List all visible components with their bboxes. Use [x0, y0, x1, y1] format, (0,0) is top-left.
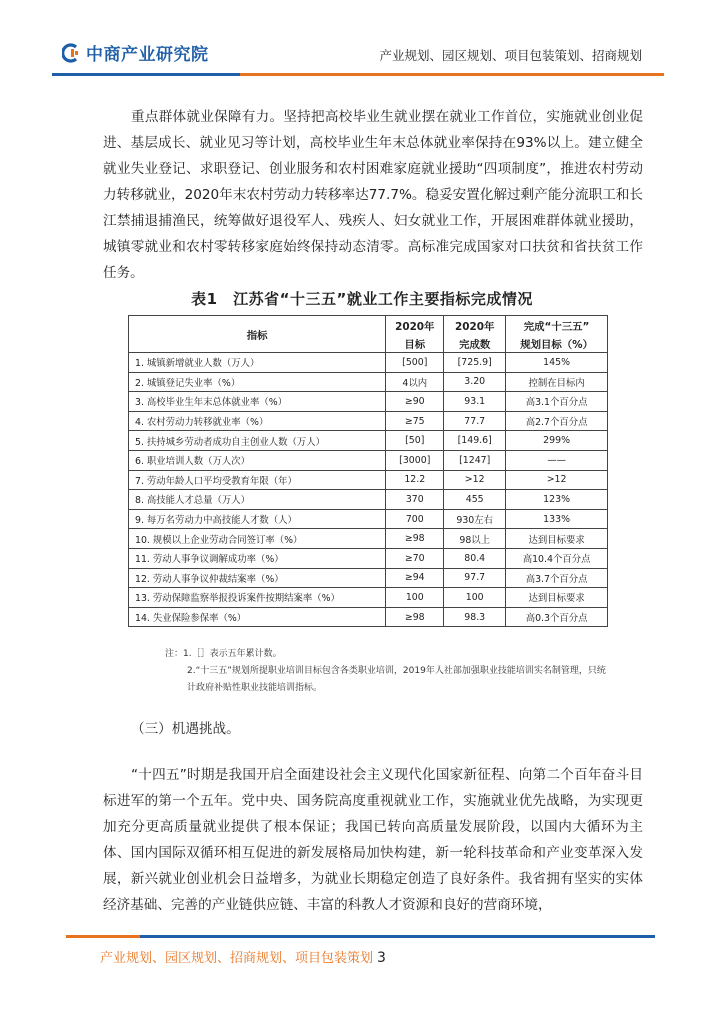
row-rate: ——	[506, 450, 608, 470]
row-target: ≥75	[386, 411, 444, 431]
table-row	[129, 450, 608, 470]
table-row	[129, 568, 608, 588]
brand-logo	[62, 40, 209, 65]
table-title: 表1 江苏省“十三五”就业工作主要指标完成情况	[191, 290, 533, 308]
row-target: 700	[386, 509, 444, 529]
row-indicator: 10. 规模以上企业劳动合同签订率（%）	[129, 529, 386, 549]
row-rate: 高2.7个百分点	[506, 411, 608, 431]
row-indicator: 14. 失业保险参保率（%）	[129, 607, 386, 627]
row-rate: 控制在目标内	[506, 372, 608, 392]
page-header	[0, 0, 724, 80]
header-indicator: 指标	[129, 316, 386, 353]
table-row	[129, 372, 608, 392]
row-target: [50]	[386, 431, 444, 451]
row-target: 12.2	[386, 470, 444, 490]
row-actual: 100	[444, 588, 506, 608]
row-rate: 达到目标要求	[506, 588, 608, 608]
section-subheading: （三）机遇挑战。	[131, 721, 240, 737]
row-target: [500]	[386, 353, 444, 373]
header-rule-blue	[52, 73, 240, 76]
row-rate: 145%	[506, 353, 608, 373]
row-rate: 高3.1个百分点	[506, 392, 608, 412]
logo-icon	[62, 43, 82, 63]
table-row	[129, 353, 608, 373]
header-tagline: 产业规划、园区规划、项目包装策划、招商规划	[379, 48, 642, 63]
row-indicator: 13. 劳动保障监察举报投诉案件按期结案率（%）	[129, 588, 386, 608]
table-row	[129, 490, 608, 510]
row-target: ≥90	[386, 392, 444, 412]
row-actual: >12	[444, 470, 506, 490]
table-row	[129, 529, 608, 549]
table-row	[129, 509, 608, 529]
table-row	[129, 607, 608, 627]
row-indicator: 8. 高技能人才总量（万人）	[129, 490, 386, 510]
row-rate: 299%	[506, 431, 608, 451]
row-indicator: 7. 劳动年龄人口平均受教育年限（年）	[129, 470, 386, 490]
row-actual: 97.7	[444, 568, 506, 588]
header-rate-line2: 规划目标（%）	[506, 334, 608, 353]
row-actual: 455	[444, 490, 506, 510]
footer-tagline: 产业规划、园区规划、招商规划、项目包装策划	[100, 951, 374, 966]
table-row	[129, 470, 608, 490]
row-target: 4以内	[386, 372, 444, 392]
row-target: [3000]	[386, 450, 444, 470]
row-indicator: 11. 劳动人事争议调解成功率（%）	[129, 548, 386, 568]
row-actual: 80.4	[444, 548, 506, 568]
row-actual: 3.20	[444, 372, 506, 392]
header-done-line1: 2020年	[444, 316, 506, 335]
row-target: 370	[386, 490, 444, 510]
row-actual: 93.1	[444, 392, 506, 412]
table-header-row	[129, 316, 608, 335]
paragraph-opportunities: “十四五”时期是我国开启全面建设社会主义现代化国家新征程、向第二个百年奋斗目标进军的第一个五年。党中央、国务院高度重视就业工作，实施就业优先战略，为实现更加充分更高质量就业提供了根本保证；我国已转向高质量发展阶段，以国内大循环为主体、国内国际双循环相互促进的新发展格局加快构建，新一轮科技革命和产业变革深入发展，新兴就业创业机会日益增多，为就业长期稳定创造了良好条件。我省拥有坚实的实体经济基础、完善的产业链供应链、丰富的科教人才资源和良好的营商环境，	[103, 767, 643, 913]
header-target-line2: 目标	[386, 334, 444, 353]
table-note-1: 注：1.［］表示五年累计数。	[165, 649, 282, 659]
row-indicator: 9. 每万名劳动力中高技能人才数（人）	[129, 509, 386, 529]
row-target: 100	[386, 588, 444, 608]
header-rule-orange	[240, 73, 664, 76]
paragraph-employment-groups: 重点群体就业保障有力。坚持把高校毕业生就业摆在就业工作首位，实施就业创业促进、基层成长、就业见习等计划，高校毕业生年末总体就业率保持在93%以上。建立健全就业失业登记、求职登记、创业服务和农村困难家庭就业援助“四项制度”，推进农村劳动力转移就业，2020年末农村劳动力转移率达77.7%。稳妥安置化解过剩产能分流职工和长江禁捕退捕渔民，统筹做好退役军人、残疾人、妇女就业工作，开展困难群体就业援助，城镇零就业和农村零转移家庭始终保持动态清零。高标准完成国家对口扶贫和省扶贫工作任务。	[103, 109, 643, 281]
row-indicator: 2. 城镇登记失业率（%）	[129, 372, 386, 392]
table-row	[129, 588, 608, 608]
table-row	[129, 548, 608, 568]
table-row	[129, 431, 608, 451]
row-indicator: 4. 农村劳动力转移就业率（%）	[129, 411, 386, 431]
page-footer	[100, 947, 386, 966]
row-actual: 98以上	[444, 529, 506, 549]
header-target-line1: 2020年	[386, 316, 444, 335]
row-indicator: 5. 扶持城乡劳动者成功自主创业人数（万人）	[129, 431, 386, 451]
row-actual: [149.6]	[444, 431, 506, 451]
logo-text: 中商产业研究院	[86, 45, 209, 65]
row-actual: 98.3	[444, 607, 506, 627]
row-rate: 高10.4个百分点	[506, 548, 608, 568]
row-rate: 133%	[506, 509, 608, 529]
row-indicator: 1. 城镇新增就业人数（万人）	[129, 353, 386, 373]
row-actual: [1247]	[444, 450, 506, 470]
row-rate: >12	[506, 470, 608, 490]
row-target: ≥70	[386, 548, 444, 568]
page-number: 3	[377, 950, 386, 966]
row-rate: 达到目标要求	[506, 529, 608, 549]
row-rate: 高0.3个百分点	[506, 607, 608, 627]
row-rate: 123%	[506, 490, 608, 510]
row-actual: 930左右	[444, 509, 506, 529]
footer-rule-blue	[140, 935, 655, 938]
footer-rule-orange	[66, 935, 140, 938]
row-target: ≥98	[386, 607, 444, 627]
table-notes	[165, 646, 607, 697]
row-indicator: 12. 劳动人事争议仲裁结案率（%）	[129, 568, 386, 588]
header-done-line2: 完成数	[444, 334, 506, 353]
table-note-2: 2.“十三五”规划所提职业培训目标包含各类职业培训，2019年人社部加强职业技能培训实名制管理，只统计政府补贴性职业技能培训指标。	[187, 666, 606, 693]
row-indicator: 6. 职业培训人数（万人次）	[129, 450, 386, 470]
row-actual: 77.7	[444, 411, 506, 431]
row-target: ≥94	[386, 568, 444, 588]
row-actual: [725.9]	[444, 353, 506, 373]
header-rate-line1: 完成“十三五”	[506, 316, 608, 335]
row-rate: 高3.7个百分点	[506, 568, 608, 588]
employment-indicators-table	[128, 315, 608, 627]
table-row	[129, 392, 608, 412]
table-row	[129, 411, 608, 431]
row-indicator: 3. 高校毕业生年末总体就业率（%）	[129, 392, 386, 412]
row-target: ≥98	[386, 529, 444, 549]
